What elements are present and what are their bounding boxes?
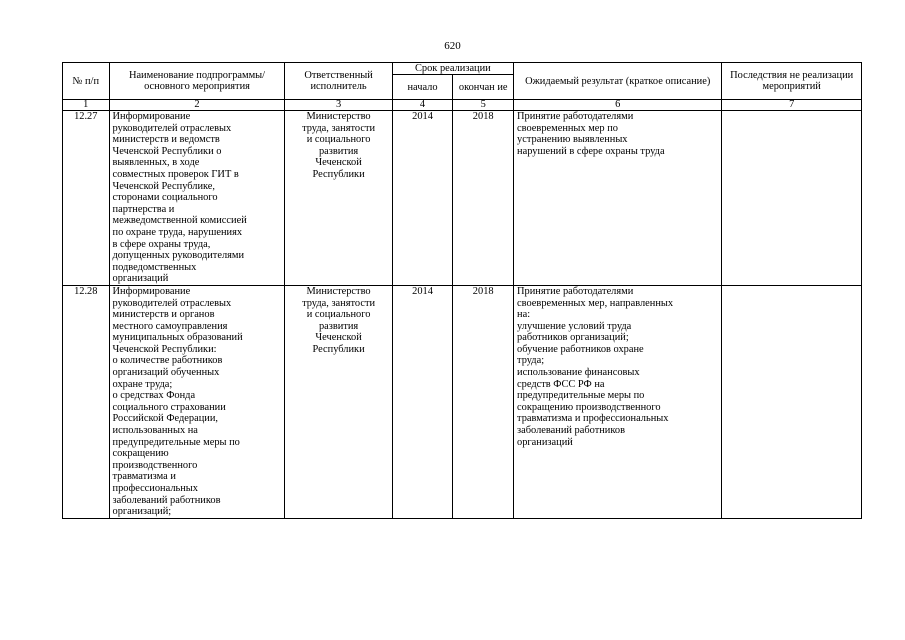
- row-result: Принятие работодателями своевременных мер по устранению выявленных нарушений в сфере охраны труда: [514, 111, 722, 286]
- table-row: [63, 285, 862, 518]
- row-executor: Министерство труда, занятости и социального развития Чеченской Республики: [285, 285, 392, 518]
- row-executor: Министерство труда, занятости и социального развития Чеченской Республики: [285, 111, 392, 286]
- row-number: 12.27: [63, 111, 110, 286]
- header-executor: Ответственный исполнитель: [285, 63, 392, 100]
- header-num: № п/п: [63, 63, 110, 100]
- row-consequences: [722, 285, 862, 518]
- row-consequences: [722, 111, 862, 286]
- measures-table: [62, 62, 862, 519]
- column-number: 3: [285, 100, 392, 111]
- header-end: окончан ие: [453, 75, 514, 100]
- row-end: 2018: [453, 285, 514, 518]
- header-consequences: Последствия не реализации мероприятий: [722, 63, 862, 100]
- column-number: 1: [63, 100, 110, 111]
- header-result: Ожидаемый результат (краткое описание): [514, 63, 722, 100]
- row-result: Принятие работодателями своевременных мер, направленных на: улучшение условий труда работников организаций; обучение работников охране труда; использование финансовых средств ФСС РФ на предупредительные меры по сокращению производственного травматизма и профессиональных заболеваний работников организаций: [514, 285, 722, 518]
- header-name: Наименование подпрограммы/ основного мероприятия: [109, 63, 285, 100]
- row-start: 2014: [392, 111, 453, 286]
- table-row: [63, 111, 862, 286]
- column-number: 2: [109, 100, 285, 111]
- header-period: Срок реализации: [392, 63, 513, 75]
- page-number: 620: [444, 40, 461, 52]
- column-numbers-row: [63, 100, 862, 111]
- row-name: Информирование руководителей отраслевых министерств и органов местного самоуправления муниципальных образований Чеченской Республики: о количестве работников организаций обученных охране труда; о средствах Фонда социального страховании Российской Федерации, использованных на предупредительные меры по сокращению производственного травматизма и профессиональных заболеваний работников организаций;: [109, 285, 285, 518]
- column-number: 6: [514, 100, 722, 111]
- header-row-1: [63, 63, 862, 75]
- column-number: 5: [453, 100, 514, 111]
- column-number: 4: [392, 100, 453, 111]
- row-name: Информирование руководителей отраслевых министерств и ведомств Чеченской Республики о выявленных, в ходе совместных проверок ГИТ в Чеченской Республике, сторонами социального партнерства и межведомственной комиссией по охране труда, нарушениях в сфере охраны труда, допущенных руководителями подведомственных организаций: [109, 111, 285, 286]
- row-end: 2018: [453, 111, 514, 286]
- row-start: 2014: [392, 285, 453, 518]
- row-number: 12.28: [63, 285, 110, 518]
- header-start: начало: [392, 75, 453, 100]
- column-number: 7: [722, 100, 862, 111]
